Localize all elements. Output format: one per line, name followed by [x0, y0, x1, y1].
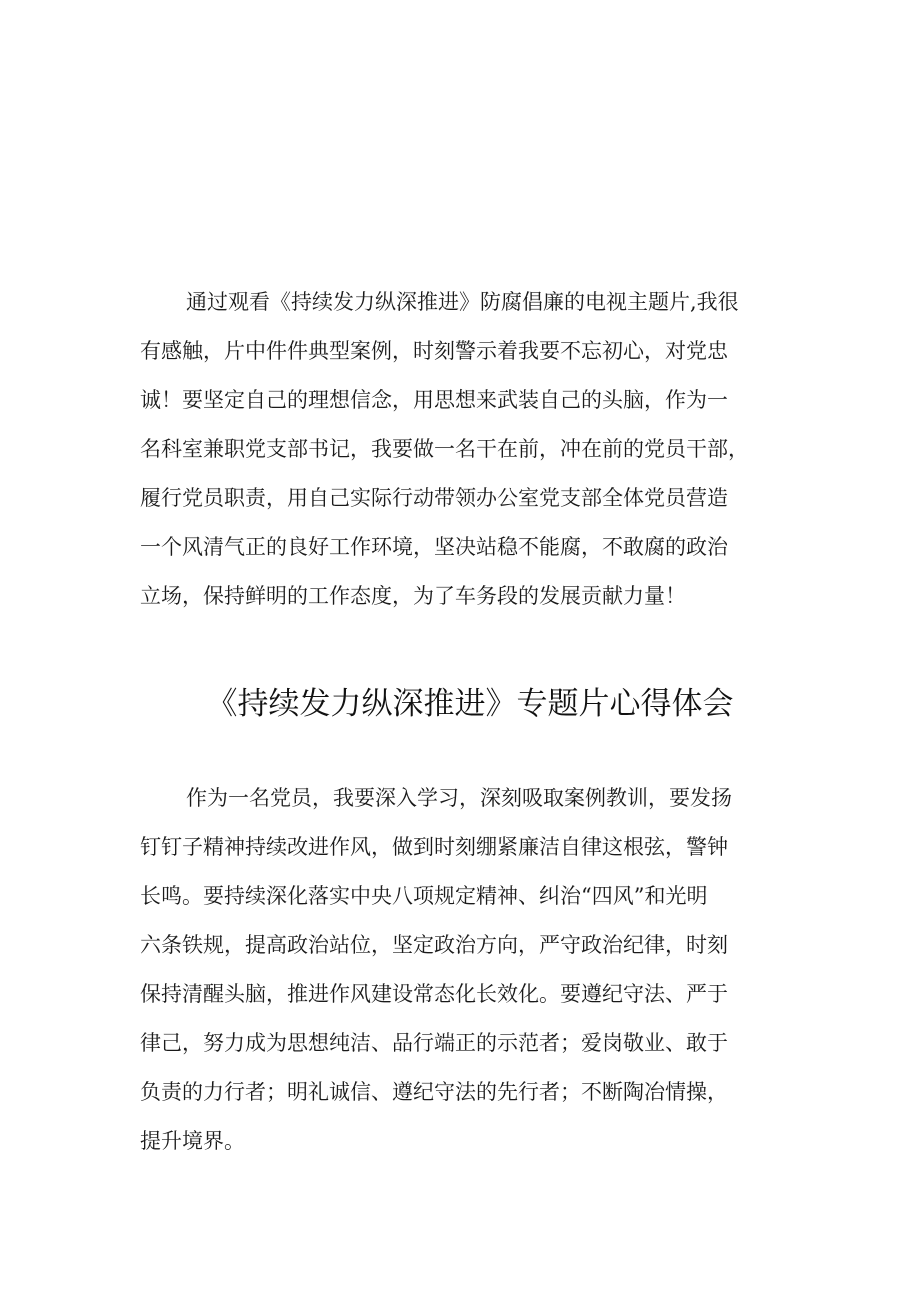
paragraph-line: 有感触，片中件件典型案例，时刻警示着我要不忘初心，对党忠: [140, 339, 728, 363]
paragraph-line: 通过观看《持续发力纵深推进》防腐倡廉的电视主题片,我很: [186, 290, 739, 314]
paragraph-line: 六条铁规，提高政治站位，坚定政治方向，严守政治纪律，时刻: [140, 933, 728, 957]
paragraph-line: 钉钉子精神持续改进作风，做到时刻绷紧廉洁自律这根弦，警钟: [140, 835, 728, 859]
paragraph-line: 履行党员职责，用自己实际行动带领办公室党支部全体党员营造: [140, 486, 728, 510]
reflection-paragraph-1: [140, 278, 800, 621]
paragraph-line: 律己，努力成为思想纯洁、品行端正的示范者；爱岗敬业、敢于: [140, 1031, 728, 1055]
paragraph-line: 负责的力行者；明礼诚信、遵纪守法的先行者；不断陶冶情操，: [140, 1080, 728, 1104]
paragraph-line: 名科室兼职党支部书记，我要做一名干在前，冲在前的党员干部，: [140, 437, 749, 461]
paragraph-line: 立场，保持鲜明的工作态度，为了车务段的发展贡献力量！: [140, 584, 686, 608]
paragraph-line: 长鸣。要持续深化落实中央八项规定精神、纠治“四风”和光明: [140, 884, 708, 908]
reflection-paragraph-2: [140, 774, 800, 1166]
paragraph-line: 作为一名党员，我要深入学习，深刻吸取案例教训，要发扬: [186, 786, 732, 810]
paragraph-line: 一个风清气正的良好工作环境，坚决站稳不能腐，不敢腐的政治: [140, 535, 728, 559]
paragraph-line: 诚！要坚定自己的理想信念，用思想来武装自己的头脑，作为一: [140, 388, 728, 412]
paragraph-line: 提升境界。: [140, 1129, 245, 1153]
section-title: 《持续发力纵深推进》专题片心得体会: [206, 686, 734, 722]
paragraph-line: 保持清醒头脑，推进作风建设常态化长效化。要遵纪守法、严于: [140, 982, 728, 1006]
